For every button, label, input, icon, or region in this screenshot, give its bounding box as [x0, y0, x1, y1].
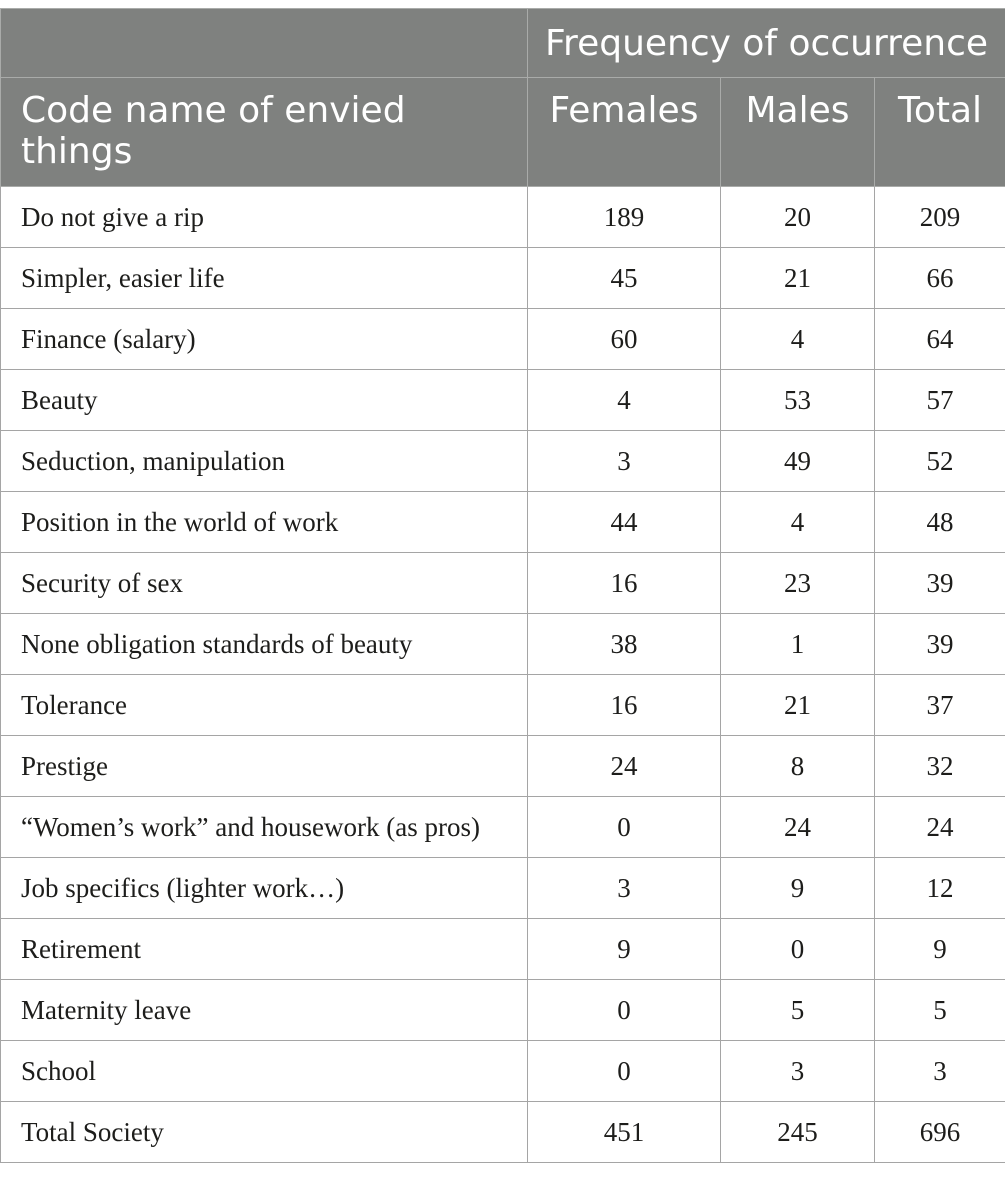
females-value-cell: 24: [528, 736, 721, 797]
females-value-cell: 38: [528, 614, 721, 675]
total-value-cell: 37: [875, 675, 1005, 736]
row-name-cell: None obligation standards of beauty: [1, 614, 528, 675]
females-value-cell: 16: [528, 553, 721, 614]
row-name-cell: Tolerance: [1, 675, 528, 736]
females-value-cell: 0: [528, 1041, 721, 1102]
table-row: [1, 553, 1005, 614]
males-value-cell: 1: [721, 614, 875, 675]
females-value-cell: 0: [528, 797, 721, 858]
males-value-cell: 4: [721, 309, 875, 370]
males-value-cell: 53: [721, 370, 875, 431]
table-row: [1, 1102, 1005, 1163]
females-value-cell: 189: [528, 187, 721, 248]
row-name-cell: Security of sex: [1, 553, 528, 614]
row-name-cell: Seduction, manipulation: [1, 431, 528, 492]
row-name-cell: Beauty: [1, 370, 528, 431]
total-value-cell: 12: [875, 858, 1005, 919]
frequency-group-header: Frequency of occurrence: [528, 9, 1005, 78]
table-row: [1, 492, 1005, 553]
row-name-cell: Position in the world of work: [1, 492, 528, 553]
code-name-column-header: Code name of envied things: [1, 78, 528, 187]
total-value-cell: 66: [875, 248, 1005, 309]
table-row: [1, 797, 1005, 858]
total-value-cell: 32: [875, 736, 1005, 797]
total-column-header: Total: [875, 78, 1005, 187]
females-value-cell: 44: [528, 492, 721, 553]
table-row: [1, 919, 1005, 980]
table-row: [1, 1041, 1005, 1102]
table-row: [1, 370, 1005, 431]
total-value-cell: 9: [875, 919, 1005, 980]
row-name-cell: Retirement: [1, 919, 528, 980]
males-value-cell: 4: [721, 492, 875, 553]
males-value-cell: 49: [721, 431, 875, 492]
header-column-row: [1, 78, 1005, 187]
table-row: [1, 675, 1005, 736]
females-value-cell: 45: [528, 248, 721, 309]
table-row: [1, 248, 1005, 309]
females-value-cell: 3: [528, 858, 721, 919]
females-column-header: Females: [528, 78, 721, 187]
males-value-cell: 9: [721, 858, 875, 919]
females-value-cell: 4: [528, 370, 721, 431]
males-value-cell: 245: [721, 1102, 875, 1163]
total-value-cell: 64: [875, 309, 1005, 370]
table-row: [1, 614, 1005, 675]
females-value-cell: 16: [528, 675, 721, 736]
males-value-cell: 23: [721, 553, 875, 614]
females-value-cell: 0: [528, 980, 721, 1041]
males-value-cell: 0: [721, 919, 875, 980]
males-value-cell: 3: [721, 1041, 875, 1102]
table-header: [1, 9, 1005, 187]
row-name-cell: Prestige: [1, 736, 528, 797]
table-row: [1, 309, 1005, 370]
row-name-cell: Simpler, easier life: [1, 248, 528, 309]
males-value-cell: 5: [721, 980, 875, 1041]
table-row: [1, 736, 1005, 797]
table-row: [1, 858, 1005, 919]
table-row: [1, 431, 1005, 492]
row-name-cell: Total Society: [1, 1102, 528, 1163]
females-value-cell: 60: [528, 309, 721, 370]
header-blank-cell: [1, 9, 528, 78]
total-value-cell: 696: [875, 1102, 1005, 1163]
table-row: [1, 980, 1005, 1041]
header-group-row: [1, 9, 1005, 78]
row-name-cell: Finance (salary): [1, 309, 528, 370]
total-value-cell: 39: [875, 553, 1005, 614]
table-row: [1, 187, 1005, 248]
row-name-cell: Maternity leave: [1, 980, 528, 1041]
total-value-cell: 52: [875, 431, 1005, 492]
total-value-cell: 57: [875, 370, 1005, 431]
total-value-cell: 5: [875, 980, 1005, 1041]
table-body: [1, 187, 1005, 1163]
males-value-cell: 20: [721, 187, 875, 248]
males-value-cell: 24: [721, 797, 875, 858]
total-value-cell: 24: [875, 797, 1005, 858]
row-name-cell: School: [1, 1041, 528, 1102]
row-name-cell: “Women’s work” and housework (as pros): [1, 797, 528, 858]
total-value-cell: 39: [875, 614, 1005, 675]
males-value-cell: 21: [721, 675, 875, 736]
row-name-cell: Do not give a rip: [1, 187, 528, 248]
males-column-header: Males: [721, 78, 875, 187]
envied-things-table: [0, 8, 1005, 1163]
total-value-cell: 3: [875, 1041, 1005, 1102]
total-value-cell: 48: [875, 492, 1005, 553]
total-value-cell: 209: [875, 187, 1005, 248]
females-value-cell: 3: [528, 431, 721, 492]
males-value-cell: 21: [721, 248, 875, 309]
females-value-cell: 451: [528, 1102, 721, 1163]
females-value-cell: 9: [528, 919, 721, 980]
males-value-cell: 8: [721, 736, 875, 797]
row-name-cell: Job specifics (lighter work…): [1, 858, 528, 919]
